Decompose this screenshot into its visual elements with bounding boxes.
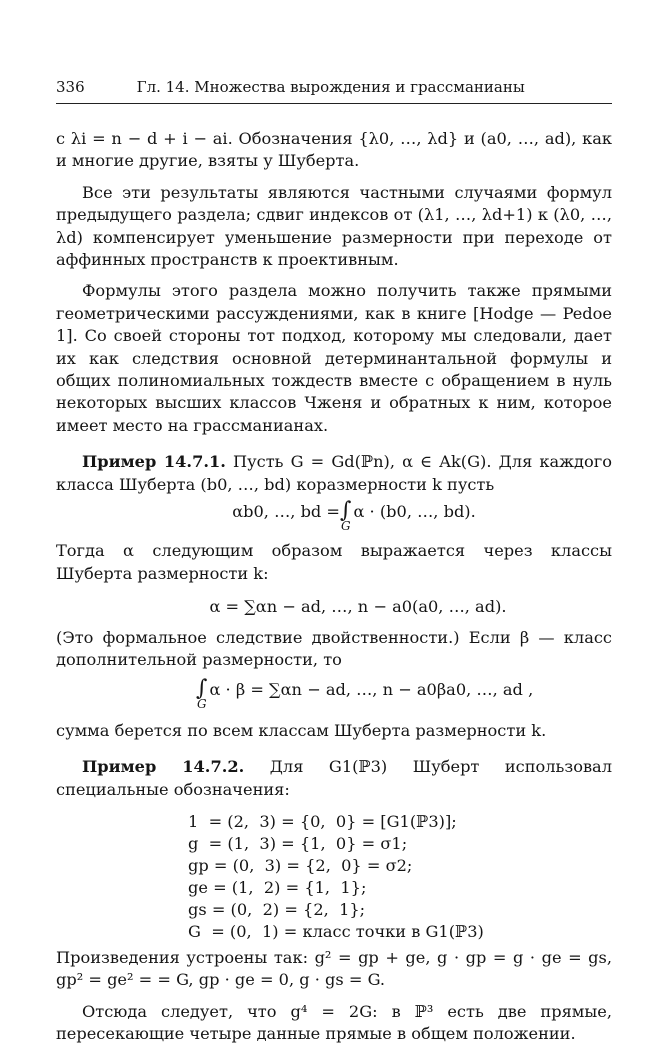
integral-icon: ∫ G [340,498,352,534]
paragraph-1: с λi = n − d + i − ai. Обозначения {λ0, …, λd} и (a0, …, ad), как и многие другие, взяты у Шуберта. [56,129,612,171]
schubert-row: g = (1, 3) = {1, 0} = σ1; [188,833,408,853]
example-1-label: Пример 14.7.1. [82,452,226,472]
schubert-row: gs = (0, 2) = {2, 1}; [188,899,366,919]
schubert-table [188,811,612,943]
paragraph-2: Все эти результаты являются частными случаями формул предыдущего раздела; сдвиг индексов от (λ1, …, λd+1) к (λ0, …, λd) компенсирует уменьшение размерности при переходе от аффинных пространств к проективным. [56,182,612,270]
example-14-7-2 [56,756,612,801]
running-title: Гл. 14. Множества вырождения и грассманианы [136,78,525,96]
example-14-7-1 [56,451,612,496]
running-head [56,78,612,104]
paragraph-6: сумма берется по всем классам Шуберта размерности k. [56,720,547,740]
page [56,78,612,1046]
integral-subscript-2: G [196,696,207,711]
example-1-text: Пусть G = Gd(ℙn), α ∈ Ak(G). Для каждого класса Шуберта (b0, …, bd) коразмерности k пусть [56,452,612,494]
paragraph-7: Произведения устроены так: g² = gp + ge, g · gp = g · ge = gs, gp² = ge² = = G, gp · ge = 0, g · gs = G. [56,947,612,990]
formula-3 [196,675,612,711]
formula-1 [56,500,612,532]
paragraph-8: Отсюда следует, что g⁴ = 2G: в ℙ³ есть две прямые, пересекающие четыре данные прямые в общем положении. [56,1001,612,1044]
example-2-label: Пример 14.7.2. [82,757,245,777]
schubert-row: gp = (0, 3) = {2, 0} = σ2; [188,855,413,875]
integral-subscript: G [340,519,351,534]
paragraph-3: Формулы этого раздела можно получить также прямыми геометрическими рассуждениями, как в книге [Hodge — Pedoe 1]. Со своей стороны тот подход, которому мы следовали, дает их как следствия основной детерминантальной формулы и общих полиномиальных тождеств вместе с обращением в нуль некоторых высших классов Чженя и обратных к ним, которое имеет место на грассманианах. [56,281,612,435]
schubert-row: 1 = (2, 3) = {0, 0} = [G1(ℙ3)]; [188,811,457,831]
formula-1-lhs: αb0, …, bd = [232,502,340,522]
integral-icon-2: ∫ G [196,675,208,711]
example-2-text: Для G1(ℙ3) Шуберт использовал специальные обозначения: [56,757,612,799]
schubert-row: G = (0, 1) = класс точки в G1(ℙ3) [188,921,484,941]
paragraph-4: Тогда α следующим образом выражается через классы Шуберта размерности k: [56,541,612,583]
formula-3-rhs: α · β = ∑αn − ad, …, n − a0βa0, …, ad , [209,679,534,699]
formula-1-rhs: α · (b0, …, bd). [353,502,476,522]
paragraph-5: (Это формальное следствие двойственности.) Если β — класс дополнительной размерности, то [56,627,612,670]
page-number: 336 [56,78,85,96]
schubert-row: ge = (1, 2) = {1, 1}; [188,877,367,897]
formula-2: α = ∑αn − ad, …, n − a0(a0, …, ad). [209,596,507,616]
